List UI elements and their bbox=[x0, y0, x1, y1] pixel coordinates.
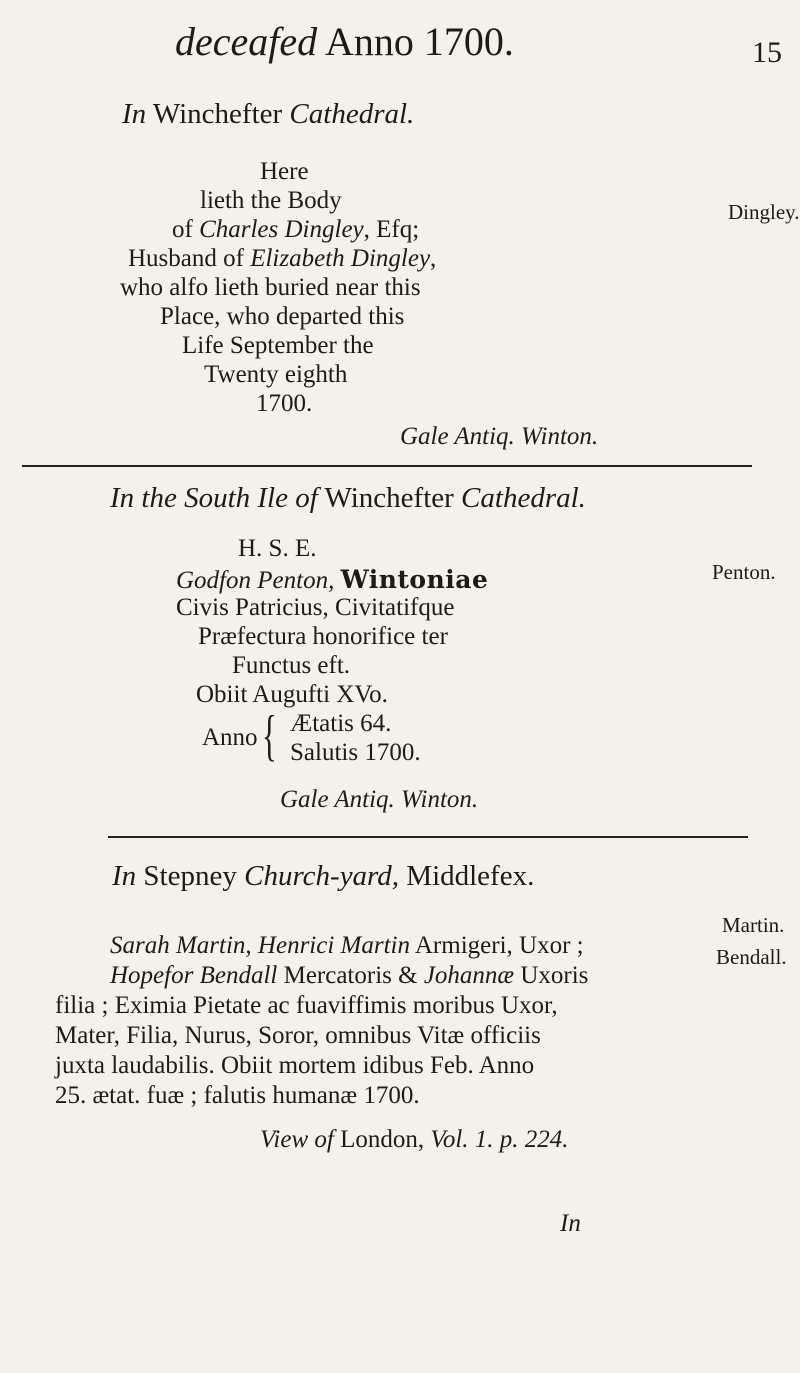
divider bbox=[108, 836, 748, 838]
inscription-line: 25. ætat. fuæ ; falutis humanæ 1700. bbox=[55, 1082, 420, 1109]
inscription-line: juxta laudabilis. Obiit mortem idibus Feb. Anno bbox=[55, 1052, 535, 1079]
inscription-line: Mater, Filia, Nurus, Soror, omnibus Vitæ officiis bbox=[55, 1022, 541, 1049]
inscription-line: Obiit Augufti XVo. bbox=[196, 681, 388, 708]
inscription-line: 1700. bbox=[256, 390, 313, 417]
source-citation: Gale Antiq. Winton. bbox=[280, 786, 479, 813]
inscription-line: Hopefor Bendall Mercatoris & Johannæ Uxoris bbox=[110, 962, 589, 989]
inscription-line: of Charles Dingley, Efq; bbox=[172, 216, 420, 243]
inscription-line: Sarah Martin, Henrici Martin Armigeri, Uxor ; bbox=[110, 932, 584, 959]
inscription-line: Godfon Penton, Wintoniae bbox=[176, 565, 489, 594]
inscription-line: Ætatis 64. bbox=[290, 710, 392, 737]
page-number: 15 bbox=[752, 36, 782, 69]
section2-heading: In the South Ile of Winchefter Cathedral. bbox=[110, 482, 586, 514]
inscription-line: Functus eft. bbox=[232, 652, 351, 679]
section3-heading: In Stepney Church-yard, Middlefex. bbox=[112, 860, 535, 892]
margin-name-bendall: Bendall. bbox=[716, 945, 787, 969]
heading-place: Winchefter bbox=[152, 98, 283, 130]
margin-name-dingley: Dingley. bbox=[728, 200, 800, 224]
source-citation: Gale Antiq. Winton. bbox=[400, 423, 599, 450]
heading-suffix: Cathedral. bbox=[289, 98, 415, 130]
header-rest: Anno 1700. bbox=[324, 19, 514, 64]
inscription-line: lieth the Body bbox=[200, 187, 342, 214]
section1-heading bbox=[122, 98, 414, 131]
inscription-line: Life September the bbox=[182, 332, 374, 359]
inscription-line: who alfo lieth buried near this bbox=[120, 274, 421, 301]
source-citation: View of London, Vol. 1. p. 224. bbox=[260, 1126, 569, 1153]
running-header bbox=[175, 18, 514, 65]
margin-name-martin: Martin. bbox=[722, 913, 785, 937]
inscription-line: H. S. E. bbox=[238, 535, 317, 562]
inscription-line: Salutis 1700. bbox=[290, 739, 421, 766]
inscription-line: Twenty eighth bbox=[204, 361, 348, 388]
inscription-line: Præfectura honorifice ter bbox=[198, 623, 448, 650]
brace-glyph: { bbox=[262, 705, 277, 767]
inscription-line: Civis Patricius, Civitatifque bbox=[176, 594, 455, 621]
header-italic: deceafed bbox=[175, 19, 318, 64]
anno-label: Anno bbox=[202, 724, 258, 751]
inscription-line: Husband of Elizabeth Dingley, bbox=[128, 245, 437, 272]
catchword: In bbox=[560, 1210, 581, 1237]
inscription-line: filia ; Eximia Pietate ac fuaviffimis moribus Uxor, bbox=[55, 992, 558, 1019]
inscription-line: Here bbox=[260, 158, 309, 185]
margin-name-penton: Penton. bbox=[712, 560, 776, 584]
heading-prefix: In bbox=[122, 98, 147, 130]
divider bbox=[22, 465, 752, 467]
inscription-line: Place, who departed this bbox=[160, 303, 405, 330]
